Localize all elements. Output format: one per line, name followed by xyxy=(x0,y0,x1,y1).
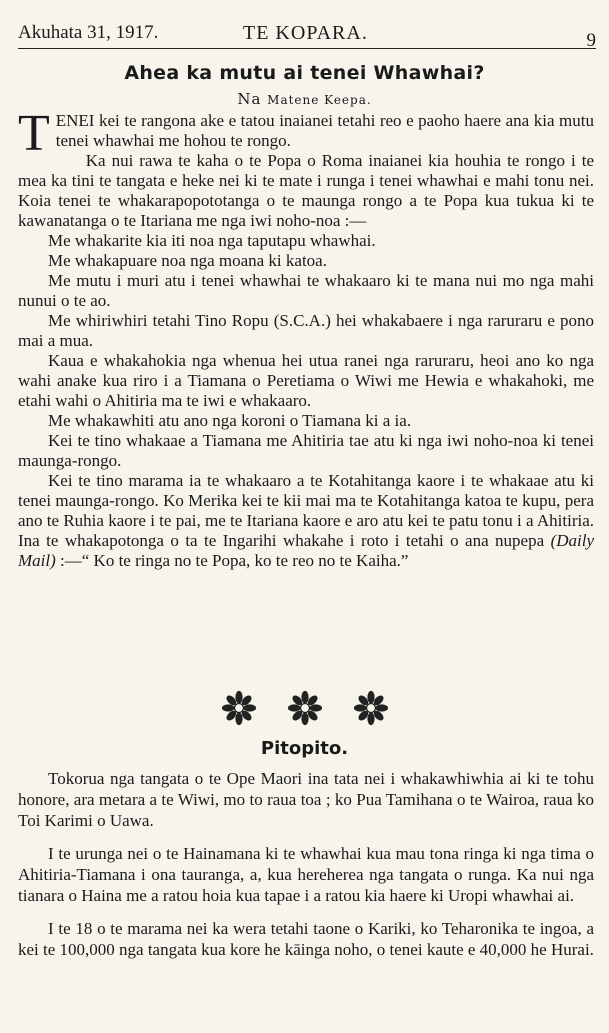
article-paragraph: Kaua e whakahokia nga whenua hei utua ranei nga raruraru, heoi ano ko nga wahi anake kua riro i a Tiamana o Peretiama o Wiwi me Hewia e whakahoki, me etahi wahi o Ahitiria ma te iwi e whakaaro. xyxy=(18,351,594,410)
page-number: 9 xyxy=(586,30,596,51)
header-date: Akuhata 31, 1917. xyxy=(18,22,159,43)
article-paragraph xyxy=(18,105,594,162)
news-item: Tokorua nga tangata o te Ope Maori ina tata nei i whakawhiwhia ai ki te tohu honore, ara metara a te Wiwi, mo to raua toa ; ko Pua Tamihana o te Wairoa, raua ko Toi Karimi o Uawa. xyxy=(18,769,594,830)
article-title: Ahea ka mutu ai tenei Whawhai? xyxy=(124,62,485,84)
article-paragraph: Me whakarite kia iti noa nga taputapu whawhai. xyxy=(48,231,376,250)
article-paragraph: Me whakapuare noa nga moana ki katoa. xyxy=(48,251,327,270)
article-byline xyxy=(0,90,609,108)
section-divider xyxy=(0,690,609,730)
quote-text: :—“ Ko te ringa no te Popa, ko te reo no te Kaiha.” xyxy=(60,551,409,570)
flower-ornament-icon xyxy=(352,690,390,726)
article-paragraph: Me whakawhiti atu ano nga koroni o Tiamana ki a ia. xyxy=(48,411,412,430)
header-publication: TE KOPARA. xyxy=(243,22,368,44)
news-item: I te 18 o te marama nei ka wera tetahi taone o Kariki, ko Teharonika te ingoa, a kei te 100,000 nga tangata kua kore he kāinga noho, o tenei kaute e 40,000 he Hurai. xyxy=(18,919,594,959)
pitopito-body xyxy=(18,768,594,960)
article-paragraph xyxy=(18,471,594,571)
page-header xyxy=(18,20,596,49)
flower-ornament-icon xyxy=(220,690,258,726)
first-paragraph-text: ENEI kei te rangona ake e tatou inaianei tetahi reo e paoho haere ana kia mutu tenei whawhai me hohou te rongo. xyxy=(55,111,594,150)
article-paragraph: Me whiriwhiri tetahi Tino Ropu (S.C.A.) hei whakabaere i nga raruraru e pono mai a mua. xyxy=(18,311,594,350)
section-title: Pitopito. xyxy=(260,738,349,759)
news-item: I te urunga nei o te Hainamana ki te whawhai kua mau tona ringa ki nga tima o Ahitiria-Tiamana i ona tauranga, a, kua hereherea nga tangata o runga. Ka nui nga tianara o Haina me a ratou hoia kua tapae i a ratou kia haere ki Uropi whawhai ai. xyxy=(18,844,594,905)
article-paragraph: Kei te tino whakaae a Tiamana me Ahitiria tae atu ki nga iwi noho-noa ki tenei maunga-rongo. xyxy=(18,431,594,470)
source-citation: (Daily Mail) xyxy=(18,531,595,570)
flower-ornament-icon xyxy=(286,690,324,726)
article-paragraph: Me mutu i muri atu i tenei whawhai te whakaaro ki te mana nui mo nga mahi nunui o te ao. xyxy=(18,271,594,310)
drop-cap: T xyxy=(18,105,50,162)
byline-author: Matene Keepa. xyxy=(267,93,372,107)
article-paragraph: Ka nui rawa te kaha o te Popa o Roma inaianei kia houhia te rongo i te mea ka tini te tangata e heke nei ki te mate i runga i tenei whawhai e mahi tonu nei. Koia tenei te whakarapopototanga o te maunga rongo a te Popa kua tukua ki te kawanatanga o te Itariana me nga iwi noho-noa :— xyxy=(18,151,594,230)
byline-prefix: Na xyxy=(237,90,262,108)
article-body xyxy=(18,105,595,571)
paragraph-text: Kei te tino marama ia te whakaaro a te Kotahitanga kaore i te whakaae atu ki tenei maunga-rongo. Ko Merika kei te kii mai ma te Kotahitanga katoa te kupu, pera ano te Ruhia kaore i te pai, me te Itariana kaore e aro atu kei te patu tonu i a Ahitiria. Ina te whakapotonga o ta te Ingarihi whakahe i roto i tetahi o ana nupepa xyxy=(18,471,594,550)
